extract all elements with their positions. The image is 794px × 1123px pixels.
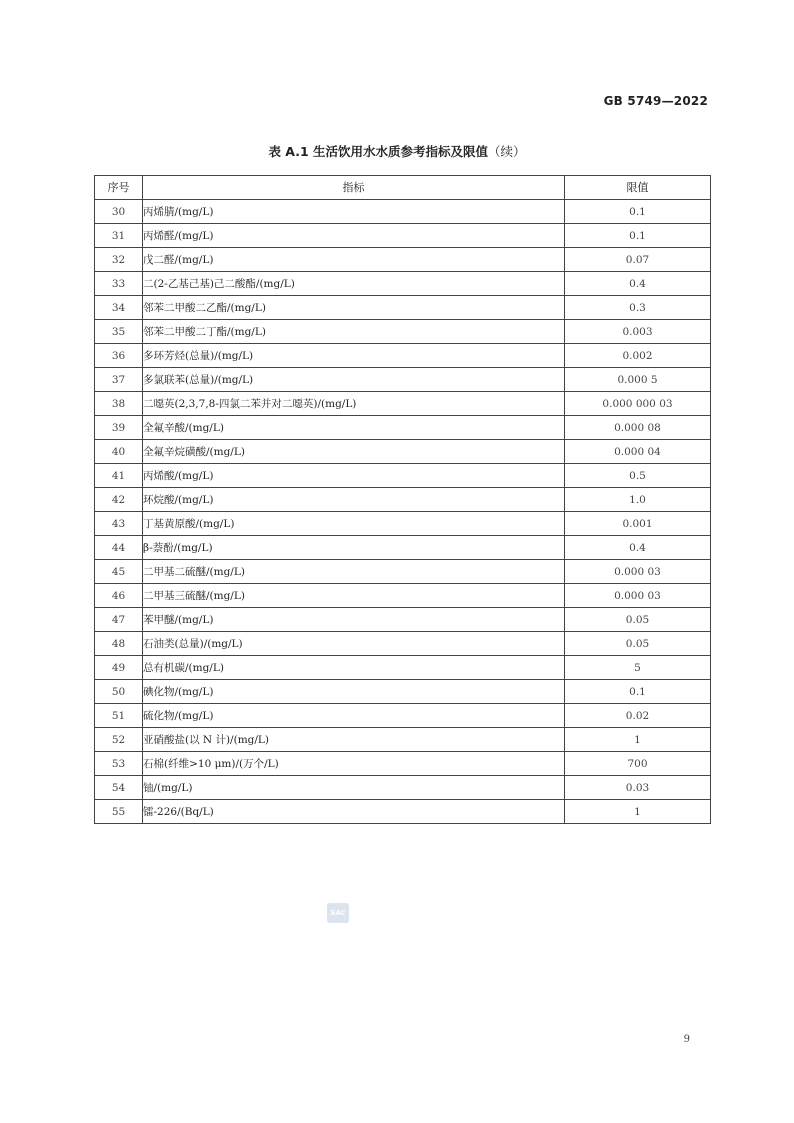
row-indicator: 苯甲醚/(mg/L): [143, 608, 565, 632]
row-number: 53: [95, 752, 143, 776]
row-limit: 5: [565, 656, 711, 680]
row-indicator: 邻苯二甲酸二乙酯/(mg/L): [143, 296, 565, 320]
table-row: [95, 512, 711, 536]
standard-code: GB 5749—2022: [603, 94, 708, 108]
row-indicator: 二噁英(2,3,7,8-四氯二苯并对二噁英)/(mg/L): [143, 392, 565, 416]
table-row: [95, 656, 711, 680]
row-indicator: 邻苯二甲酸二丁酯/(mg/L): [143, 320, 565, 344]
row-limit: 1.0: [565, 488, 711, 512]
row-number: 33: [95, 272, 143, 296]
table-row: [95, 584, 711, 608]
row-limit: 0.03: [565, 776, 711, 800]
row-indicator: 丙烯腈/(mg/L): [143, 200, 565, 224]
table-row: [95, 680, 711, 704]
row-indicator: 铀/(mg/L): [143, 776, 565, 800]
row-limit: 0.000 5: [565, 368, 711, 392]
row-number: 43: [95, 512, 143, 536]
table-body: [95, 200, 711, 824]
row-number: 32: [95, 248, 143, 272]
column-header-no: 序号: [95, 176, 143, 200]
row-limit: 0.4: [565, 272, 711, 296]
table-row: [95, 464, 711, 488]
row-limit: 0.1: [565, 224, 711, 248]
table-title: [0, 142, 794, 160]
table-row: [95, 440, 711, 464]
row-limit: 0.05: [565, 608, 711, 632]
indicator-table: [94, 175, 711, 824]
row-limit: 0.3: [565, 296, 711, 320]
row-number: 54: [95, 776, 143, 800]
row-limit: 0.000 000 03: [565, 392, 711, 416]
row-indicator: 多氯联苯(总量)/(mg/L): [143, 368, 565, 392]
row-indicator: 石棉(纤维>10 μm)/(万个/L): [143, 752, 565, 776]
row-number: 51: [95, 704, 143, 728]
row-number: 39: [95, 416, 143, 440]
row-limit: 1: [565, 800, 711, 824]
row-number: 49: [95, 656, 143, 680]
row-limit: 1: [565, 728, 711, 752]
page-number: 9: [683, 1034, 690, 1045]
table-row: [95, 752, 711, 776]
table-row: [95, 344, 711, 368]
row-indicator: 多环芳烃(总量)/(mg/L): [143, 344, 565, 368]
row-indicator: 二甲基二硫醚/(mg/L): [143, 560, 565, 584]
table-row: [95, 536, 711, 560]
row-limit: 0.002: [565, 344, 711, 368]
row-limit: 0.1: [565, 200, 711, 224]
row-number: 40: [95, 440, 143, 464]
table-row: [95, 416, 711, 440]
row-indicator: 全氟辛烷磺酸/(mg/L): [143, 440, 565, 464]
row-number: 31: [95, 224, 143, 248]
row-limit: 0.4: [565, 536, 711, 560]
row-limit: 0.000 08: [565, 416, 711, 440]
row-indicator: β-萘酚/(mg/L): [143, 536, 565, 560]
row-number: 35: [95, 320, 143, 344]
column-header-limit: 限值: [565, 176, 711, 200]
row-limit: 0.003: [565, 320, 711, 344]
row-number: 50: [95, 680, 143, 704]
row-indicator: 二甲基三硫醚/(mg/L): [143, 584, 565, 608]
row-number: 44: [95, 536, 143, 560]
table-header-row: [95, 176, 711, 200]
table-title-text: 表 A.1 生活饮用水水质参考指标及限值: [268, 144, 489, 159]
row-indicator: 石油类(总量)/(mg/L): [143, 632, 565, 656]
row-number: 41: [95, 464, 143, 488]
row-indicator: 二(2-乙基己基)己二酸酯/(mg/L): [143, 272, 565, 296]
row-indicator: 全氟辛酸/(mg/L): [143, 416, 565, 440]
row-number: 47: [95, 608, 143, 632]
row-limit: 0.000 03: [565, 584, 711, 608]
table-row: [95, 224, 711, 248]
row-number: 42: [95, 488, 143, 512]
row-number: 52: [95, 728, 143, 752]
row-number: 30: [95, 200, 143, 224]
row-indicator: 丁基黄原酸/(mg/L): [143, 512, 565, 536]
row-indicator: 丙烯醛/(mg/L): [143, 224, 565, 248]
row-indicator: 丙烯酸/(mg/L): [143, 464, 565, 488]
row-limit: 0.001: [565, 512, 711, 536]
row-number: 37: [95, 368, 143, 392]
table-row: [95, 296, 711, 320]
table-row: [95, 632, 711, 656]
row-indicator: 镭-226/(Bq/L): [143, 800, 565, 824]
row-limit: 0.02: [565, 704, 711, 728]
table-title-continued: （续）: [488, 144, 526, 159]
row-number: 46: [95, 584, 143, 608]
table-row: [95, 488, 711, 512]
row-indicator: 环烷酸/(mg/L): [143, 488, 565, 512]
row-number: 36: [95, 344, 143, 368]
table-row: [95, 272, 711, 296]
row-limit: 0.000 03: [565, 560, 711, 584]
row-limit: 0.1: [565, 680, 711, 704]
table-row: [95, 392, 711, 416]
row-limit: 0.000 04: [565, 440, 711, 464]
row-number: 34: [95, 296, 143, 320]
table-row: [95, 320, 711, 344]
watermark-text: SAC: [330, 909, 346, 917]
row-limit: 0.5: [565, 464, 711, 488]
row-limit: 0.05: [565, 632, 711, 656]
row-number: 55: [95, 800, 143, 824]
row-number: 48: [95, 632, 143, 656]
table-row: [95, 368, 711, 392]
row-indicator: 总有机碳/(mg/L): [143, 656, 565, 680]
row-indicator: 硫化物/(mg/L): [143, 704, 565, 728]
row-number: 45: [95, 560, 143, 584]
table-row: [95, 608, 711, 632]
table-row: [95, 200, 711, 224]
table-row: [95, 560, 711, 584]
table-row: [95, 800, 711, 824]
row-indicator: 碘化物/(mg/L): [143, 680, 565, 704]
table-row: [95, 248, 711, 272]
table-row: [95, 776, 711, 800]
row-number: 38: [95, 392, 143, 416]
row-indicator: 亚硝酸盐(以 N 计)/(mg/L): [143, 728, 565, 752]
sac-logo-icon: [327, 903, 349, 923]
table-row: [95, 728, 711, 752]
row-limit: 700: [565, 752, 711, 776]
table-row: [95, 704, 711, 728]
row-limit: 0.07: [565, 248, 711, 272]
column-header-indicator: 指标: [143, 176, 565, 200]
row-indicator: 戊二醛/(mg/L): [143, 248, 565, 272]
